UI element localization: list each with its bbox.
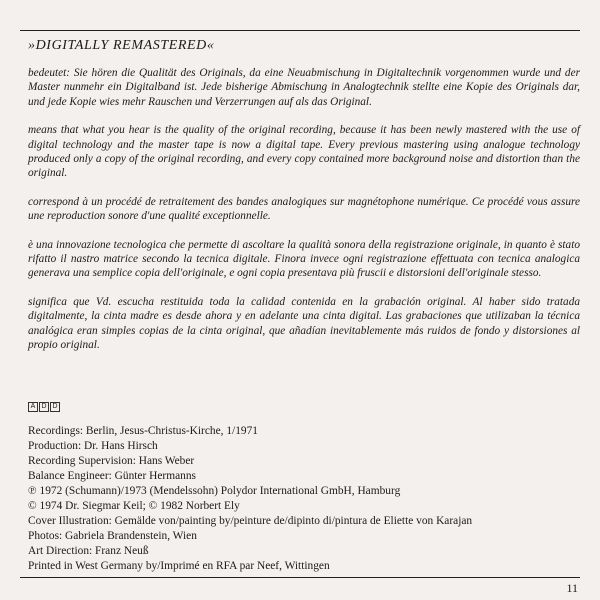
description-paragraphs bbox=[28, 66, 580, 367]
credit-line: Art Direction: Franz Neuß bbox=[28, 545, 149, 557]
bottom-rule bbox=[20, 577, 580, 578]
paragraph-english: means that what you hear is the quality of the original recording, because it has been newly mastered with the use of digital technology and the master tape is now a digital tape. Every previous mastering using analogue technology produced only a copy of the original recording, and every copy contained more background noise and distortion than the original. bbox=[28, 124, 580, 180]
credit-line: Cover Illustration: Gemälde von/painting by/peinture de/dipinto di/pintura de Eliette von Karajan bbox=[28, 515, 473, 527]
paragraph-german: bedeutet: Sie hören die Qualität des Originals, da eine Neuabmischung in Digitaltechnik vorgenommen wurde und der Master nunmehr ein Digitalband ist. Jede bisherige Abmischung in Analogtechnik stellte eine Kopie des Originals dar, und jede Kopie wies mehr Rauschen und Verzerrungen auf als das Original. bbox=[28, 67, 580, 108]
credit-line: Printed in West Germany by/Imprimé en RFA par Neef, Wittingen bbox=[28, 560, 330, 572]
spars-code-badge bbox=[28, 402, 60, 412]
credit-line: Recording Supervision: Hans Weber bbox=[28, 455, 195, 467]
spars-letter: A bbox=[28, 402, 38, 412]
spars-letter: D bbox=[50, 402, 60, 412]
credits-list bbox=[28, 424, 580, 574]
paragraph-italian: è una innovazione tecnologica che permette di ascoltare la qualità sonora della registrazione originale, in quanto è stato rifatto il nastro matrice secondo la tecnica digitale. Finora invece ogni registrazione effettuata con tecnica analogica generava una semplice copia dell'originale, e ogni copia presentava più fruscii e distorsioni dell'originale stesso. bbox=[28, 238, 580, 280]
page-title: »DIGITALLY REMASTERED« bbox=[28, 38, 215, 53]
paragraph-french: correspond à un procédé de retraitement des bandes analogiques sur magnétophone numérique. Ce procédé vous assure une reproduction sonore d'une qualité exceptionnelle. bbox=[28, 195, 580, 223]
paragraph-spanish: significa que Vd. escucha restituida toda la calidad contenida en la grabación original. Al haber sido tratada digitalmente, la cinta madre es desde ahora y en adelante una cinta digital. Las grabaciones que utilizaban la técnica analógica eran simples copias de la cinta original, que añadían inevitablemente más ruidos de fondo y distorsiones al propio original. bbox=[28, 295, 580, 352]
credit-line: Recordings: Berlin, Jesus-Christus-Kirche, 1/1971 bbox=[28, 425, 258, 437]
top-rule bbox=[20, 30, 580, 31]
credit-line: Production: Dr. Hans Hirsch bbox=[28, 440, 158, 452]
spars-letter: D bbox=[39, 402, 49, 412]
credit-line: Balance Engineer: Günter Hermanns bbox=[28, 470, 196, 482]
credit-line: © 1974 Dr. Siegmar Keil; © 1982 Norbert Ely bbox=[28, 500, 240, 512]
credit-line: ℗ 1972 (Schumann)/1973 (Mendelssohn) Polydor International GmbH, Hamburg bbox=[28, 485, 401, 497]
credit-line: Photos: Gabriela Brandenstein, Wien bbox=[28, 530, 197, 542]
page-number: 11 bbox=[566, 581, 578, 595]
